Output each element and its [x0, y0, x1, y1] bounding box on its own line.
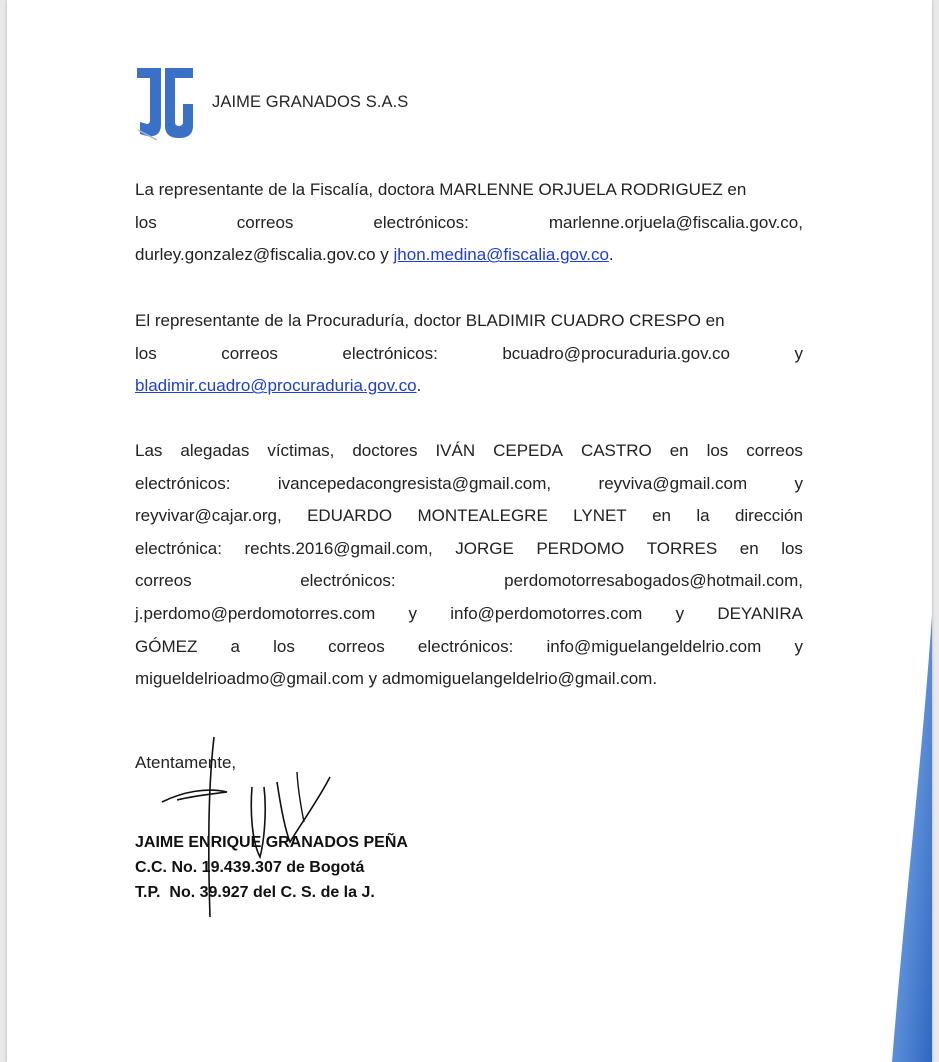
text-run: DEYANIRA [717, 603, 803, 623]
text-run: doctores [352, 441, 418, 460]
text-run: los [135, 212, 157, 232]
text-run: a [230, 636, 240, 656]
text-run: info@perdomotorres.com [450, 603, 643, 623]
text-run: CASTRO [580, 441, 652, 460]
email-link[interactable]: bladimir.cuadro@procuraduria.gov.co [135, 376, 417, 396]
text-run: y [408, 603, 417, 623]
text-run: CEPEDA [493, 441, 563, 460]
text-run: la [696, 506, 710, 526]
text-run: LYNET [573, 506, 627, 526]
text-run: alegadas [180, 441, 250, 460]
text-line [135, 174, 803, 207]
text-run: electrónicos: [135, 473, 231, 493]
text-run: El representante de la Procuraduría, doctor BLADIMIR CUADRO CRESPO en [135, 311, 725, 330]
text-run: dirección [734, 506, 803, 526]
paragraph-victimas [135, 435, 803, 696]
text-run: GÓMEZ [135, 636, 198, 656]
text-run: los [135, 343, 157, 363]
text-line [135, 500, 803, 533]
text-line [135, 598, 803, 631]
text-run: correos [236, 212, 294, 232]
text-line [135, 663, 803, 696]
text-run: en [652, 506, 671, 526]
text-run: La representante de la Fiscalía, doctora MARLENNE ORJUELA RODRIGUEZ en [135, 180, 747, 199]
text-run: TORRES [646, 538, 718, 558]
email-link[interactable]: jhon.medina@fiscalia.gov.co [393, 245, 609, 265]
text-run: y [794, 636, 803, 656]
closing-text: Atentamente, [135, 753, 237, 772]
text-run: los [706, 441, 729, 460]
text-run: y [675, 603, 685, 623]
text-run: MONTEALEGRE [417, 506, 548, 526]
text-run: y [794, 473, 803, 493]
text-run: electrónicos: [373, 212, 469, 232]
text-line [135, 631, 803, 664]
text-line [135, 533, 803, 566]
text-run: correos [328, 636, 385, 656]
signer-name: JAIME ENRIQUE GRANADOS PEÑA [135, 834, 408, 851]
text-line [135, 435, 803, 468]
text-run: correos [746, 441, 803, 460]
text-run: en [739, 538, 759, 558]
text-run: migueldelrioadmo@gmail.com y admomiguelangeldelrio@gmail.com. [135, 669, 658, 689]
text-run: j.perdomo@perdomotorres.com [135, 603, 376, 623]
text-run: info@miguelangeldelrio.com [546, 636, 762, 656]
paragraph-procuraduria [135, 305, 803, 403]
document-page [7, 0, 932, 1062]
text-run: electrónicos: [417, 636, 514, 656]
text-line [135, 207, 803, 240]
text-run: . [608, 245, 614, 265]
text-run: Las [135, 441, 163, 460]
signer-license: T.P. No. 39.927 del C. S. de la J. [135, 884, 375, 901]
text-run: JORGE [455, 538, 514, 558]
text-line [135, 305, 803, 338]
text-run: los [273, 636, 295, 656]
text-run: electrónica: [135, 538, 222, 558]
text-line [135, 565, 803, 598]
text-run: PERDOMO [536, 538, 625, 558]
text-run: reyvivar@cajar.org, [135, 506, 282, 526]
text-run: reyviva@gmail.com [598, 473, 748, 493]
text-line [135, 338, 803, 371]
text-run: . [416, 376, 422, 396]
company-logo [135, 66, 195, 140]
text-line [135, 239, 803, 272]
signer-id: C.C. No. 19.439.307 de Bogotá [135, 859, 365, 876]
text-run: correos [135, 571, 192, 591]
text-run: bcuadro@procuraduria.gov.co [502, 343, 730, 363]
text-run: ivancepedacongresista@gmail.com, [277, 473, 552, 493]
text-run: durley.gonzalez@fiscalia.gov.co y [135, 245, 394, 265]
text-run: marlenne.orjuela@fiscalia.gov.co, [548, 212, 803, 232]
text-line [135, 370, 803, 403]
text-run: en [669, 441, 689, 460]
handwritten-signature [152, 732, 372, 922]
text-run: electrónicos: [300, 571, 396, 591]
text-run: rechts.2016@gmail.com, [244, 538, 433, 558]
text-run: y [794, 343, 803, 363]
paragraph-fiscalia [135, 174, 803, 272]
text-run: los [781, 538, 803, 558]
text-run: víctimas, [267, 441, 335, 460]
text-run: electrónicos: [342, 343, 438, 363]
company-name: JAIME GRANADOS S.A.S [212, 93, 409, 111]
text-run: correos [221, 343, 278, 363]
text-line [135, 468, 803, 501]
text-run: EDUARDO [307, 506, 393, 526]
text-run: perdomotorresabogados@hotmail.com, [504, 571, 803, 591]
text-run: IVÁN [435, 441, 476, 460]
